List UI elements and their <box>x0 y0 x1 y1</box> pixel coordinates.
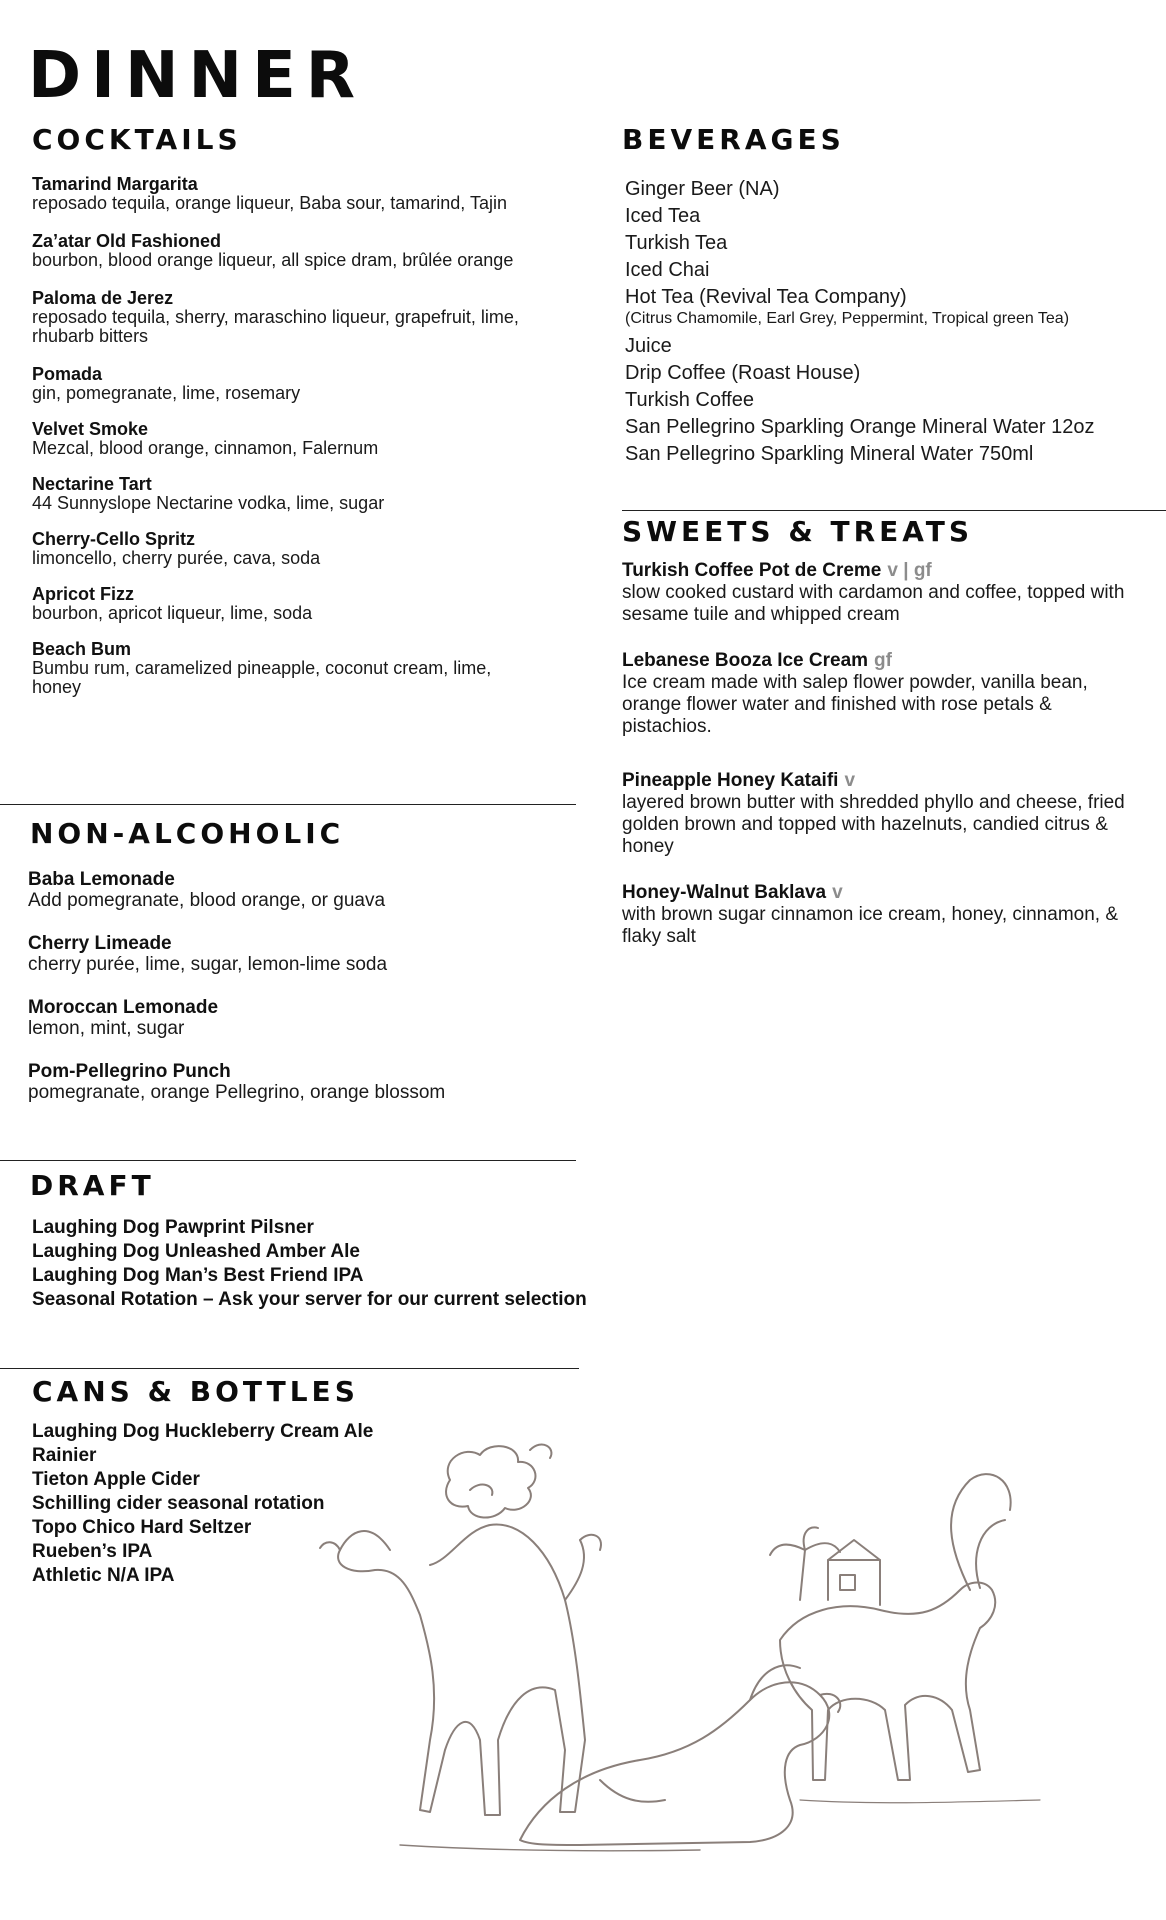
cocktail-desc: Bumbu rum, caramelized pineapple, coconut cream, lime, honey <box>32 658 492 697</box>
draft-item: Laughing Dog Man’s Best Friend IPA <box>32 1265 364 1286</box>
na-name: Pom-Pellegrino Punch <box>28 1061 231 1082</box>
cocktail-name: Velvet Smoke <box>32 419 149 439</box>
cocktail-item <box>32 639 532 697</box>
sweet-item <box>622 560 1142 626</box>
beverage-item: Iced Chai <box>625 259 710 281</box>
na-desc: Add pomegranate, blood orange, or guava <box>28 890 386 911</box>
na-item <box>28 870 548 912</box>
sweet-name: Turkish Coffee Pot de Creme <box>622 560 882 581</box>
na-name: Moroccan Lemonade <box>28 997 219 1018</box>
sweet-desc: slow cooked custard with cardamon and coffee, topped with sesame tuile and whipped cream <box>622 582 1125 625</box>
cocktails-list <box>32 174 532 697</box>
ibex-sketch <box>780 1474 1011 1780</box>
beverages-heading: BEVERAGES <box>622 123 845 156</box>
beverage-item: Hot Tea (Revival Tea Company) <box>625 286 907 308</box>
divider <box>0 804 576 805</box>
sweet-name: Honey-Walnut Baklava <box>622 882 827 903</box>
diet-tag: v <box>844 770 856 791</box>
cocktail-item <box>32 419 532 458</box>
palm-trees-sketch <box>770 1527 840 1600</box>
sweets-list <box>622 560 1142 948</box>
sweet-desc: Ice cream made with salep flower powder, vanilla bean, orange flower water and finished with rose petals & pistachios. <box>622 672 1088 737</box>
cocktail-desc: Mezcal, blood orange, cinnamon, Falernum <box>32 438 379 458</box>
cocktail-desc: bourbon, apricot liqueur, lime, soda <box>32 603 313 623</box>
sweet-name-row <box>622 882 1142 904</box>
sweet-name-row <box>622 650 1142 672</box>
cocktail-desc: limoncello, cherry purée, cava, soda <box>32 548 321 568</box>
beverage-item: Juice <box>625 335 672 357</box>
ground-sketch <box>400 1845 700 1851</box>
na-item <box>28 998 548 1040</box>
na-name: Baba Lemonade <box>28 869 175 890</box>
sweet-item <box>622 770 1142 858</box>
na-item <box>28 934 548 976</box>
diet-tag: v <box>832 882 843 903</box>
na-desc: lemon, mint, sugar <box>28 1018 185 1039</box>
beverage-item: San Pellegrino Sparkling Orange Mineral Water 12oz <box>625 416 1095 438</box>
cans-bottles-heading: CANS & BOTTLES <box>32 1375 359 1408</box>
can-item: Athletic N/A IPA <box>32 1565 175 1586</box>
can-item: Rainier <box>32 1445 97 1466</box>
goat-reclining-sketch <box>520 1665 840 1845</box>
cocktail-item <box>32 231 532 270</box>
cocktail-desc: reposado tequila, sherry, maraschino liqueur, grapefruit, lime, rhubarb bitters <box>32 307 519 346</box>
draft-item: Laughing Dog Unleashed Amber Ale <box>32 1241 360 1262</box>
divider <box>0 1368 579 1369</box>
cocktail-desc: gin, pomegranate, lime, rosemary <box>32 383 301 403</box>
can-item: Rueben’s IPA <box>32 1541 153 1562</box>
can-item: Tieton Apple Cider <box>32 1469 200 1490</box>
draft-heading: DRAFT <box>30 1169 155 1202</box>
page-title: DINNER <box>28 39 366 113</box>
cocktail-name: Nectarine Tart <box>32 474 152 494</box>
cocktail-item <box>32 474 532 513</box>
sweet-name-row <box>622 770 1142 792</box>
cocktail-name: Tamarind Margarita <box>32 174 198 194</box>
sweet-name-row <box>622 560 1142 582</box>
cocktail-name: Paloma de Jerez <box>32 288 174 308</box>
na-desc: cherry purée, lime, sugar, lemon-lime soda <box>28 954 388 975</box>
cocktail-name: Pomada <box>32 364 103 384</box>
beverage-item: Iced Tea <box>625 205 701 227</box>
hot-tea-note: (Citrus Chamomile, Earl Grey, Peppermint, Tropical green Tea) <box>625 310 1070 327</box>
cocktail-item <box>32 288 532 346</box>
cocktail-item <box>32 174 532 213</box>
ground-sketch <box>800 1800 1040 1803</box>
beverage-item: Turkish Coffee <box>625 389 754 411</box>
na-item <box>28 1062 548 1104</box>
beverage-item: San Pellegrino Sparkling Mineral Water 750ml <box>625 443 1034 465</box>
diet-tag: gf <box>874 650 892 671</box>
beverage-item: Ginger Beer (NA) <box>625 178 780 200</box>
beverage-item: Drip Coffee (Roast House) <box>625 362 861 384</box>
cocktail-name: Beach Bum <box>32 639 132 659</box>
beverage-item: Turkish Tea <box>625 232 728 254</box>
can-item: Schilling cider seasonal rotation <box>32 1493 325 1514</box>
sweet-name: Pineapple Honey Kataifi <box>622 770 839 791</box>
cocktail-item <box>32 364 532 403</box>
draft-item: Seasonal Rotation – Ask your server for our current selection <box>32 1289 587 1310</box>
can-item: Topo Chico Hard Seltzer <box>32 1517 252 1538</box>
non-alcoholic-heading: NON-ALCOHOLIC <box>30 817 345 850</box>
incense-smoke-sketch <box>446 1445 551 1518</box>
divider <box>622 510 1166 511</box>
sweet-item <box>622 882 1142 948</box>
cocktail-desc: bourbon, blood orange liqueur, all spice dram, brûlée orange <box>32 250 514 270</box>
sweet-desc: layered brown butter with shredded phyllo and cheese, fried golden brown and topped with hazelnuts, candied citrus & honey <box>622 792 1125 857</box>
cocktail-item <box>32 529 532 568</box>
can-item: Laughing Dog Huckleberry Cream Ale <box>32 1421 374 1442</box>
cocktail-desc: 44 Sunnyslope Nectarine vodka, lime, sugar <box>32 493 385 513</box>
diet-tag: v | gf <box>887 560 932 581</box>
cocktail-name: Za’atar Old Fashioned <box>32 231 222 251</box>
na-desc: pomegranate, orange Pellegrino, orange blossom <box>28 1082 446 1103</box>
non-alcoholic-list <box>28 870 548 1104</box>
animal-illustration <box>280 1440 1140 1880</box>
sweet-item <box>622 650 1142 738</box>
sweet-desc: with brown sugar cinnamon ice cream, honey, cinnamon, & flaky salt <box>622 904 1119 947</box>
cocktail-name: Cherry-Cello Spritz <box>32 529 196 549</box>
beverages-list <box>625 176 1095 468</box>
camel-sketch <box>320 1524 601 1815</box>
divider <box>0 1160 576 1161</box>
cocktail-item <box>32 584 532 623</box>
cocktails-heading: COCKTAILS <box>32 123 242 156</box>
cocktail-desc: reposado tequila, orange liqueur, Baba sour, tamarind, Tajin <box>32 193 507 213</box>
draft-item: Laughing Dog Pawprint Pilsner <box>32 1217 314 1238</box>
sweets-heading: SWEETS & TREATS <box>622 515 974 548</box>
cocktail-name: Apricot Fizz <box>32 584 134 604</box>
na-name: Cherry Limeade <box>28 933 172 954</box>
draft-list <box>32 1216 587 1312</box>
sweet-name: Lebanese Booza Ice Cream <box>622 650 869 671</box>
